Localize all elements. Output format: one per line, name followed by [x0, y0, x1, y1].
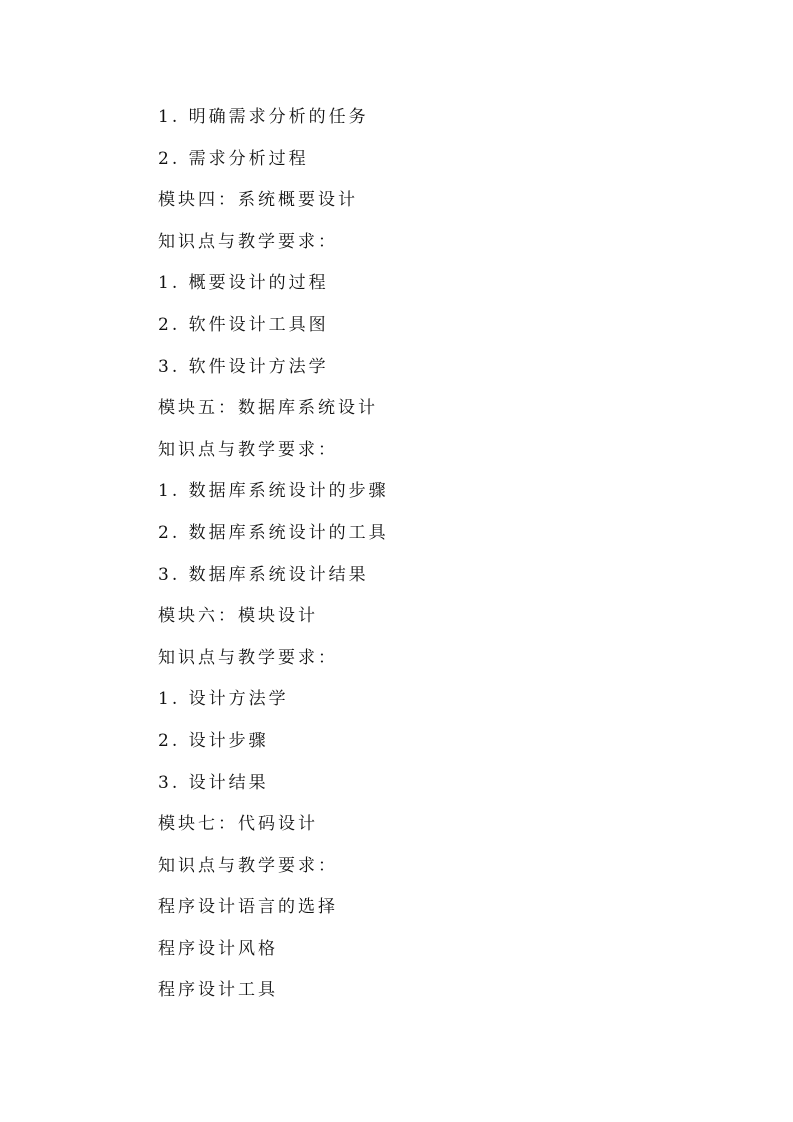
module-heading: 模块七：代码设计	[158, 814, 318, 835]
list-item: 3. 数据库系统设计结果	[158, 564, 369, 585]
section-label: 知识点与教学要求：	[158, 231, 338, 252]
section-label: 知识点与教学要求：	[158, 855, 338, 876]
list-item: 1. 数据库系统设计的步骤	[158, 481, 389, 502]
list-item: 3. 软件设计方法学	[158, 356, 329, 377]
list-item: 程序设计工具	[158, 980, 278, 1001]
list-item: 3. 设计结果	[158, 772, 269, 793]
list-item: 程序设计风格	[158, 938, 278, 959]
list-item: 1. 设计方法学	[158, 689, 289, 710]
list-item: 2. 需求分析过程	[158, 148, 309, 169]
list-item: 程序设计语言的选择	[158, 897, 338, 918]
module-heading: 模块四：系统概要设计	[158, 190, 358, 211]
list-item: 2. 设计步骤	[158, 730, 269, 751]
list-item: 2. 软件设计工具图	[158, 314, 329, 335]
document-body	[158, 105, 758, 1020]
list-item: 2. 数据库系统设计的工具	[158, 522, 389, 543]
module-heading: 模块六：模块设计	[158, 606, 318, 627]
list-item: 1. 概要设计的过程	[158, 273, 329, 294]
section-label: 知识点与教学要求：	[158, 647, 338, 668]
module-heading: 模块五：数据库系统设计	[158, 398, 378, 419]
list-item: 1. 明确需求分析的任务	[158, 107, 369, 127]
section-label: 知识点与教学要求：	[158, 439, 338, 460]
